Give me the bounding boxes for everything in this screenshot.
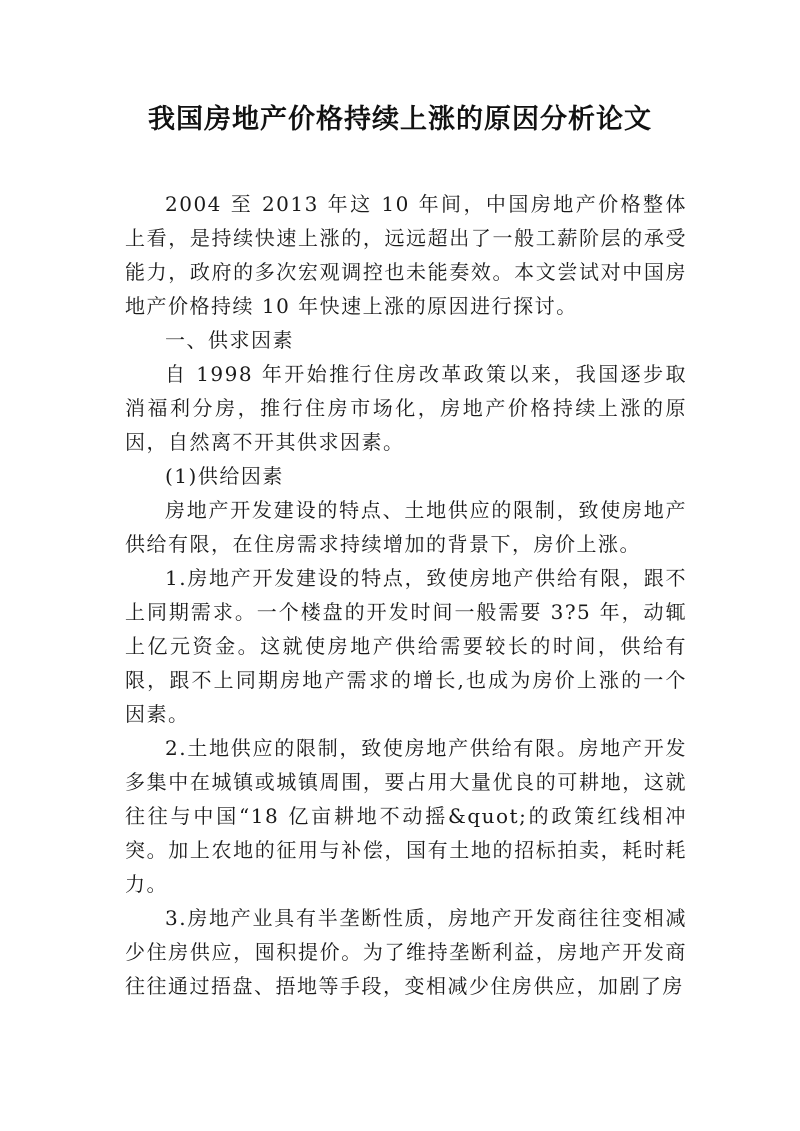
paragraph-point-2: 2.土地供应的限制，致使房地产供给有限。房地产开发多集中在城镇或城镇周围，要占用大量优良的可耕地，这就往往与中国“18 亿亩耕地不动摇&quot;的政策红线相冲突。加上农地的征用与补偿，国有土地的招标拍卖，耗时耗力。: [125, 736, 687, 896]
paragraph-supply-overview: 房地产开发建设的特点、土地供应的限制，致使房地产供给有限，在住房需求持续增加的背景下，房价上涨。: [125, 498, 687, 556]
paragraph-point-1: 1.房地产开发建设的特点，致使房地产供给有限，跟不上同期需求。一个楼盘的开发时间一般需要 3?5 年，动辄上亿元资金。这就使房地产供给需要较长的时间，供给有限，跟不上同期房地产需求的增长,也成为房价上涨的一个因素。: [125, 566, 687, 726]
paragraph-point-3: 3.房地产业具有半垄断性质，房地产开发商往往变相减少住房供应，囤积提价。为了维持垄断利益，房地产开发商往往通过捂盘、捂地等手段，变相减少住房供应，加剧了房: [125, 906, 687, 998]
paragraph-intro: 2004 至 2013 年这 10 年间，中国房地产价格整体上看，是持续快速上涨的，远远超出了一般工薪阶层的承受能力，政府的多次宏观调控也未能奏效。本文尝试对中国房地产价格持续 10 年快速上涨的原因进行探讨。: [125, 192, 687, 318]
document-title: 我国房地产价格持续上涨的原因分析论文: [148, 104, 652, 135]
paragraph-supply-demand: 自 1998 年开始推行住房改革政策以来，我国逐步取消福利分房，推行住房市场化，房地产价格持续上涨的原因，自然离不开其供求因素。: [125, 362, 687, 454]
document-body: [125, 187, 687, 1003]
section-heading-supply-demand: 一、供求因素: [165, 328, 294, 352]
subsection-heading-supply: (1)供给因素: [165, 464, 284, 488]
